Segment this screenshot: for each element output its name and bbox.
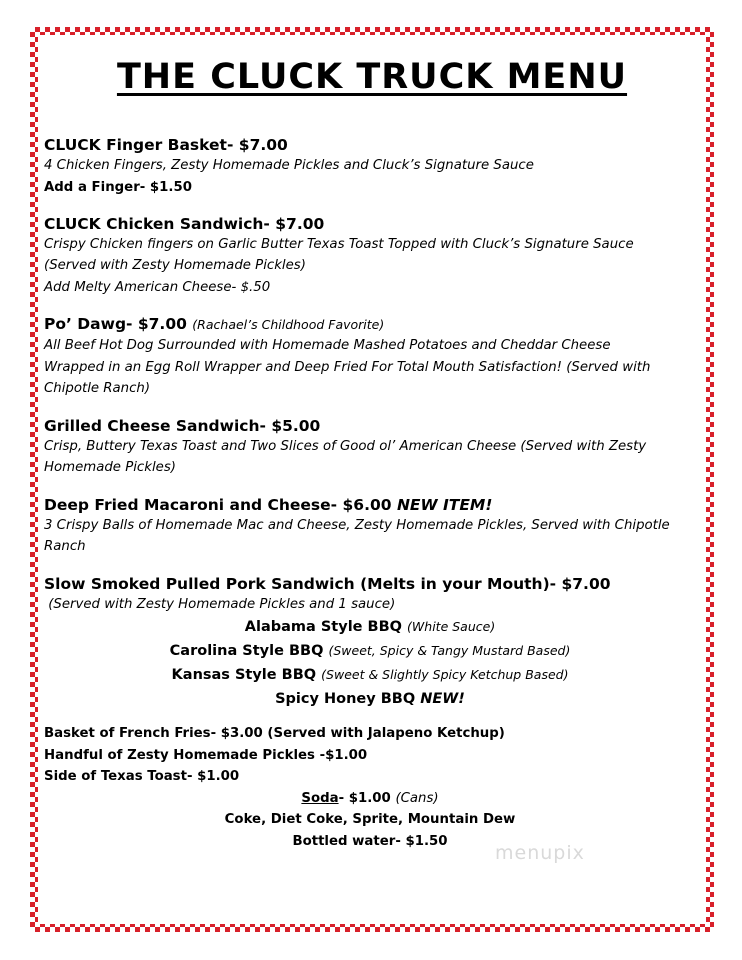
menu-item-mac-and-cheese [44, 495, 696, 558]
bbq-style-spicy-honey [44, 687, 696, 711]
item-addon: Add a Finger- $1.50 [44, 179, 192, 195]
item-name-row [44, 314, 696, 335]
item-description: 4 Chicken Fingers, Zesty Homemade Pickles and Cluck’s Signature Sauce [44, 158, 534, 173]
side-item: Handful of Zesty Homemade Pickles -$1.00 [44, 747, 368, 763]
bbq-style-name: Spicy Honey BBQ [275, 691, 416, 707]
menu-item-grilled-cheese [44, 416, 696, 479]
item-addon: Add Melty American Cheese- $.50 [44, 279, 271, 295]
item-name: Grilled Cheese Sandwich- $5.00 [44, 416, 321, 435]
drinks-section [44, 788, 696, 853]
item-note: (Rachael’s Childhood Favorite) [192, 317, 385, 332]
sides-list [44, 723, 696, 788]
item-name: CLUCK Finger Basket- $7.00 [44, 136, 288, 154]
bbq-style-alabama [44, 615, 696, 639]
checkered-border [30, 27, 714, 932]
menu-title: THE CLUCK TRUCK MENU [116, 57, 628, 97]
item-description: Crisp, Buttery Texas Toast and Two Slices of Good ol’ American Cheese (Served with Zesty [44, 438, 647, 454]
item-description: (Served with Zesty Homemade Pickles and 1 sauce) [44, 596, 396, 612]
item-name: Deep Fried Macaroni and Cheese- $6.00 [44, 495, 392, 514]
bbq-style-note: (Sweet & Slightly Spicy Ketchup Based) [321, 667, 569, 682]
bbq-style-note: (Sweet, Spicy & Tangy Mustard Based) [328, 643, 571, 658]
bbq-style-carolina [44, 639, 696, 663]
menu-item-pulled-pork [44, 574, 696, 616]
soda-label: Soda [301, 790, 339, 806]
bbq-style-name: Alabama Style BBQ [244, 619, 402, 635]
side-item: Basket of French Fries- $3.00 (Served with Jalapeno Ketchup) [44, 726, 505, 741]
menu-item-chicken-sandwich [44, 214, 696, 299]
soda-price: - $1.00 [338, 790, 391, 806]
item-description: Chipotle Ranch) [44, 381, 151, 396]
item-description: Crispy Chicken fingers on Garlic Butter Texas Toast Topped with Cluck’s Signature Sauce [44, 236, 634, 252]
soda-line [44, 788, 696, 810]
side-item: Side of Texas Toast- $1.00 [44, 769, 240, 784]
item-description: 3 Crispy Balls of Homemade Mac and Cheese, Zesty Homemade Pickles, Served with Chipotle [44, 517, 670, 533]
menu-item-finger-basket [44, 135, 696, 198]
item-description: (Served with Zesty Homemade Pickles) [44, 258, 306, 273]
soda-note: (Cans) [395, 790, 439, 806]
item-description: Ranch [44, 539, 86, 554]
new-item-badge: NEW ITEM! [396, 495, 493, 514]
item-name-row [44, 495, 696, 515]
bbq-style-list [44, 615, 696, 711]
item-description: All Beef Hot Dog Surrounded with Homemade Mashed Potatoes and Cheddar Cheese [44, 338, 611, 353]
item-name: Slow Smoked Pulled Pork Sandwich (Melts in your Mouth)- $7.00 [44, 574, 611, 593]
bbq-style-kansas [44, 663, 696, 687]
item-description: Homemade Pickles) [44, 460, 176, 475]
bottled-water: Bottled water- $1.50 [292, 833, 448, 849]
bbq-style-name: Kansas Style BBQ [171, 667, 317, 683]
menu-page [38, 35, 706, 924]
new-badge: NEW! [420, 691, 465, 707]
item-name: Po’ Dawg- $7.00 [44, 315, 187, 333]
soda-flavors: Coke, Diet Coke, Sprite, Mountain Dew [224, 812, 516, 827]
menu-content [44, 135, 696, 852]
bbq-style-name: Carolina Style BBQ [169, 643, 324, 659]
menu-item-po-dawg [44, 314, 696, 400]
item-description: Wrapped in an Egg Roll Wrapper and Deep Fried For Total Mouth Satisfaction! (Served with [44, 359, 651, 375]
watermark-logo: menupix [495, 842, 585, 864]
item-name: CLUCK Chicken Sandwich- $7.00 [44, 214, 325, 233]
bbq-style-note: (White Sauce) [407, 619, 496, 634]
